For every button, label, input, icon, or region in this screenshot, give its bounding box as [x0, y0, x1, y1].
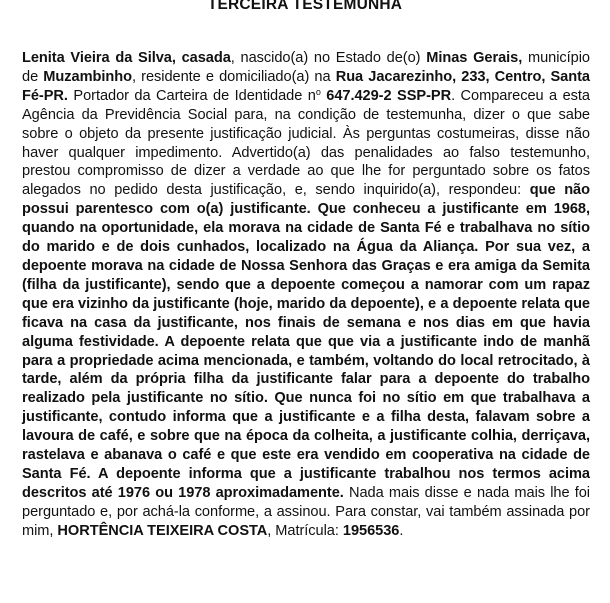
text-registration: , Matrícula: [267, 522, 343, 539]
text-closing: Nada mais disse e nada mais lhe foi perguntado e, por achá-la conforme, a assinou. Para constar, vai também assinada por mim, [22, 484, 590, 539]
text-end: . [399, 522, 404, 539]
section-heading: TERCEIRA TESTEMUNHA [207, 0, 403, 13]
ordinal-indicator: o [315, 86, 321, 97]
text-birth: , nascido(a) no Estado de(o) [230, 50, 427, 66]
registration-number: 1956536 [342, 522, 400, 539]
witness-name: Lenita Vieira da Silva, casada [22, 50, 231, 66]
birth-state: Minas Gerais, [426, 50, 523, 66]
witness-address: Rua Jacarezinho, 233, Centro, Santa Fé-PR. [22, 68, 590, 104]
text-residence: , residente e domiciliado(a) na [131, 68, 336, 85]
witness-statement: que não possui parentesco com o(a) justificante. Que conheceu a justificante em 1968, quando na oportunidade, ela morava na cidade de Santa Fé e trabalhava no sítio do marido e de dois cunhados, localizado na Água da Aliança. Por sua vez, a depoente morava na cidade de Nossa Senhora das Graças e era amiga da Semita (filha da justificante), sendo que a depoente começou a namorar com um rapaz que era vizinho da justificante (hoje, marido da depoente), e a depoente relata que ficava na casa da justificante, nos finais de semana e nos dias em que havia alguma festividade. A depoente relata que que via a justificante indo de manhã para a propriedade acima mencionada, e também, voltando do local retrocitado, à tarde, além da própria filha da justificante falar para a depoente do trabalho realizado pela justificante no sítio. Que nunca foi no sítio em que trabalhava a justificante, contudo informa que a justificante e a filha desta, falavam sobre a lavoura de café, e sobre que na época da colheita, a justificante colhia, derriçava, rastelava e abanava o café e que este era vendido em cooperativa na cidade de Santa Fé. A depoente informa que a justificante trabalhou nos termos acima descritos até 1976 ou 1978 aproximadamente. [22, 182, 590, 501]
id-issuer: SSP-PR [391, 87, 452, 104]
text-procedure: . Compareceu a esta Agência da Previdência Social para, na condição de testemunha, dizer o que sabe sobre o objeto da presente justificação judicial. Às perguntas costumeiras, disse não haver qualquer impedimento. Advertido(a) das penalidades ao falso testemunho, prestou compromisso de dizer a verdade ao que lhe for perguntado sobre os fatos alegados no pedido desta justificação, e, sendo inquirido(a), respondeu: [22, 87, 590, 199]
text-id-card: Portador da Carteira de Identidade n [67, 87, 316, 104]
id-number: 647.429-2 [320, 87, 392, 104]
text-municipality: município de [22, 50, 590, 85]
birth-municipality: Muzambinho [43, 68, 132, 85]
clerk-name: HORTÊNCIA TEIXEIRA COSTA [57, 522, 268, 539]
testimony-paragraph [22, 49, 590, 541]
